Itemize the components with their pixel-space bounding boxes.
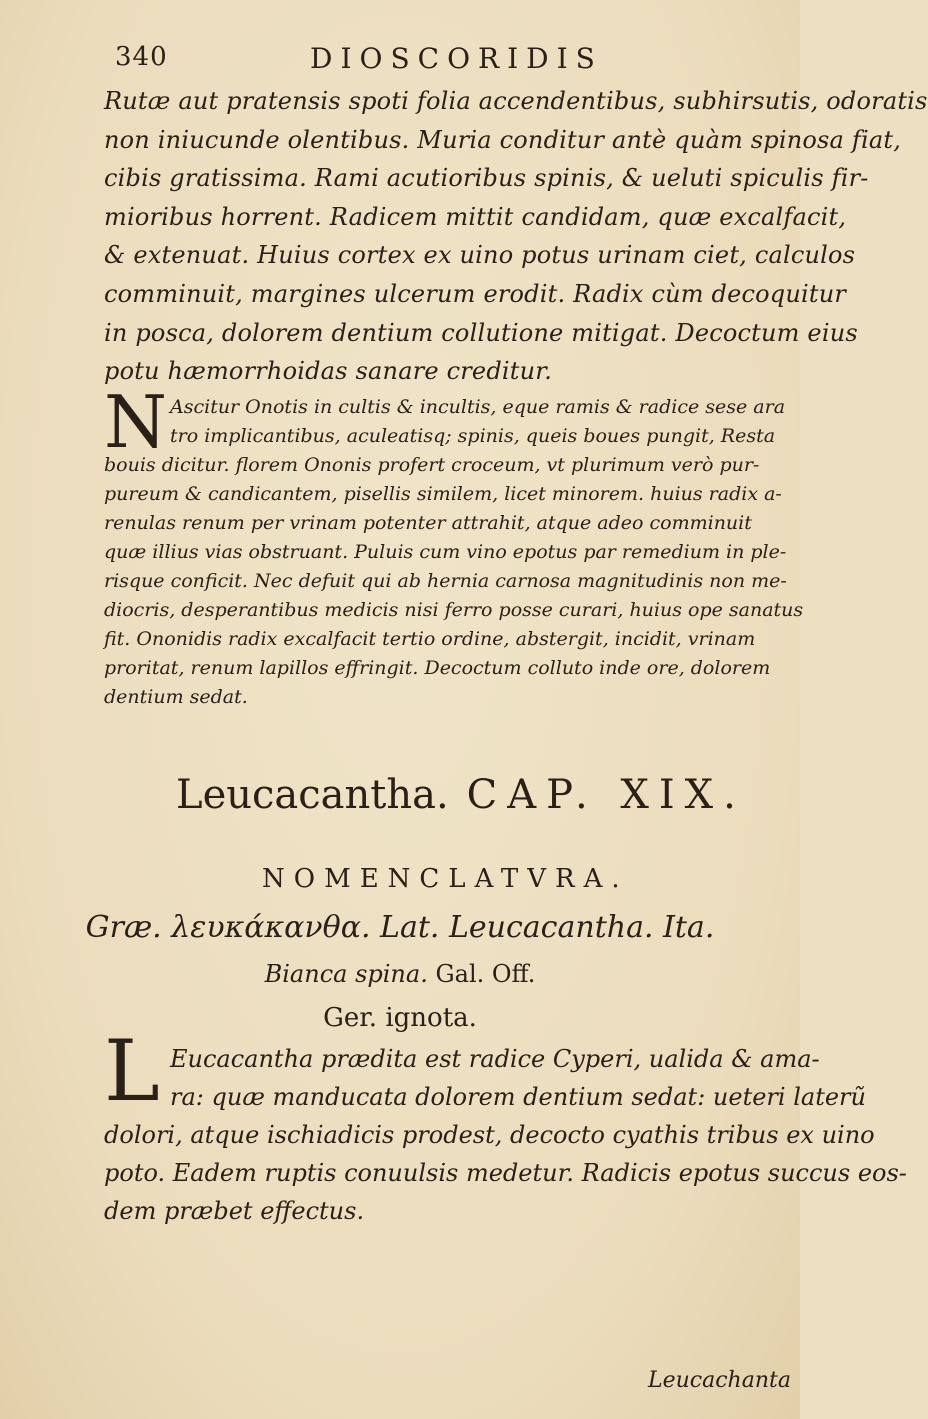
drop-cap: L bbox=[104, 1022, 160, 1120]
text-line: cibis gratissima. Rami acutioribus spinis, & ueluti spiculis fir- bbox=[104, 164, 869, 193]
text-line: diocris, desperantibus medicis nisi ferro posse curari, huius ope sanatus bbox=[104, 599, 804, 621]
nomenclatura-heading: NOMENCLATVRA. bbox=[262, 864, 629, 894]
text-line: comminuit, margines ulcerum erodit. Radix cùm decoquitur bbox=[104, 279, 847, 308]
nomenclature-italian-french bbox=[0, 960, 800, 988]
french-officinal: Gal. Off. bbox=[435, 960, 536, 988]
text-line: fit. Ononidis radix excalfacit tertio ordine, abstergit, incidit, vrinam bbox=[104, 628, 756, 650]
text-line: dem præbet effectus. bbox=[104, 1197, 365, 1225]
page-number: 340 bbox=[115, 42, 168, 72]
text-line: Rutæ aut pratensis spoti folia accendentibus, subhirsutis, odoratis bbox=[104, 87, 928, 115]
text-line: dentium sedat. bbox=[104, 686, 248, 708]
catchword: Leucachanta bbox=[648, 1368, 791, 1393]
text-line: tro implicantibus, aculeatisq; spinis, queis boues pungit, Resta bbox=[170, 425, 776, 447]
text-line: Ascitur Onotis in cultis & incultis, eque ramis & radice sese ara bbox=[170, 396, 786, 418]
drop-cap: N bbox=[104, 380, 167, 464]
text-line: bouis dicitur. florem Ononis profert croceum, vt plurimum verò pur- bbox=[104, 454, 760, 476]
running-title: DIOSCORIDIS bbox=[310, 42, 603, 75]
text-line: renulas renum per vrinam potenter attrahit, atque adeo comminuit bbox=[104, 512, 752, 534]
text-line: & extenuat. Huius cortex ex uino potus urinam ciet, calculos bbox=[104, 241, 856, 270]
text-line: mioribus horrent. Radicem mittit candidam, quæ excalfacit, bbox=[104, 202, 847, 231]
text-line: potu hæmorrhoidas sanare creditur. bbox=[104, 357, 553, 386]
text-line: risque conficit. Nec defuit qui ab hernia carnosa magnitudinis non me- bbox=[104, 570, 787, 592]
chapter-number: CAP. XIX. bbox=[466, 772, 746, 818]
paragraph-ononis bbox=[104, 380, 804, 712]
text-line: proritat, renum lapillos effringit. Decoctum colluto inde ore, dolorem bbox=[104, 657, 771, 679]
nomenclature-german: Ger. ignota. bbox=[323, 1003, 477, 1033]
italian-name: Bianca spina. bbox=[264, 960, 428, 988]
paragraph-leucacantha bbox=[104, 1040, 907, 1230]
paragraph-rhamnus bbox=[104, 82, 928, 391]
text-line: non iniucunde olentibus. Muria conditur antè quàm spinosa fiat, bbox=[104, 125, 902, 154]
text-line: in posca, dolorem dentium collutione mitigat. Decoctum eius bbox=[104, 318, 858, 347]
text-line: ra: quæ manducata dolorem dentium sedat: ueteri laterũ bbox=[170, 1083, 866, 1111]
text-line: pureum & candicantem, pisellis similem, licet minorem. huius radix a- bbox=[104, 483, 782, 505]
nomenclature-greek-latin: Græ. λευκάκανθα. Lat. Leucacantha. Ita. bbox=[85, 910, 715, 945]
text-line: Eucacantha prædita est radice Cyperi, ualida & ama- bbox=[170, 1045, 820, 1073]
chapter-name: Leucacantha. bbox=[176, 772, 449, 818]
text-line: poto. Eadem ruptis conuulsis medetur. Radicis epotus succus eos- bbox=[104, 1159, 907, 1187]
page-header bbox=[0, 38, 800, 78]
chapter-heading bbox=[176, 772, 746, 818]
text-line: quæ illius vias obstruant. Puluis cum vino epotus par remedium in ple- bbox=[104, 541, 787, 563]
text-line: dolori, atque ischiadicis prodest, decocto cyathis tribus ex uino bbox=[104, 1121, 875, 1149]
